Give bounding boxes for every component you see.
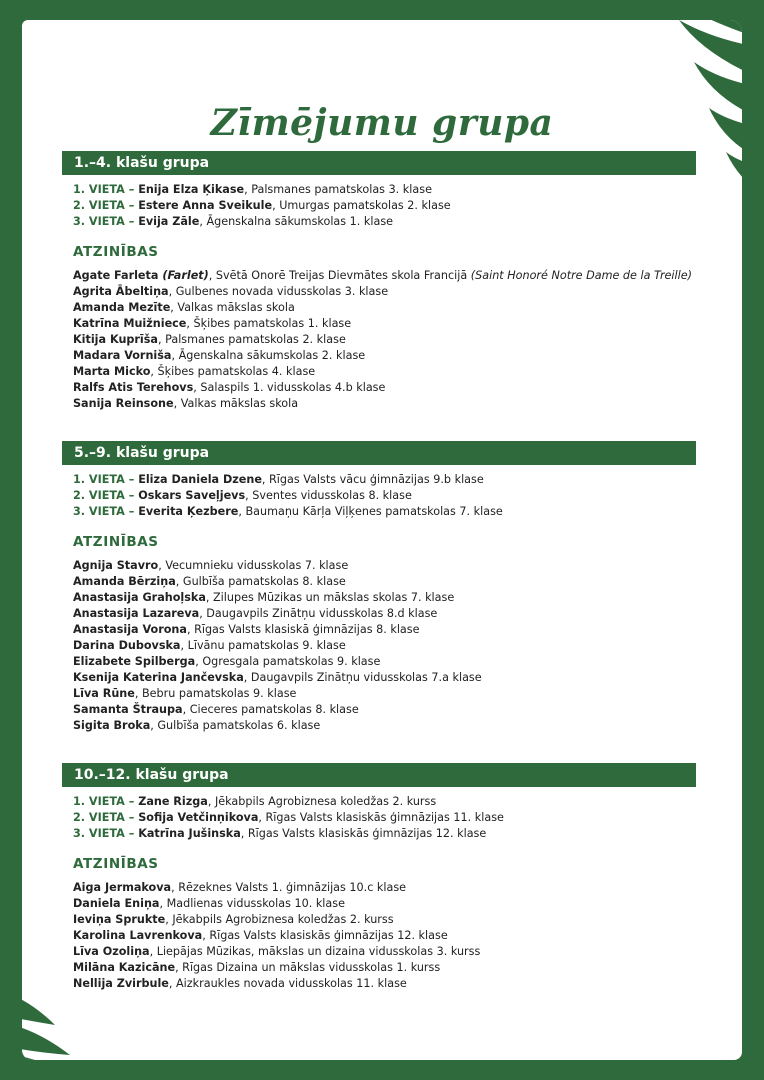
honoree-school: , Jēkabpils Agrobiznesa koledžas 2. kurss: [165, 913, 394, 926]
honoree-school: , Āgenskalna sākumskolas 2. klase: [171, 349, 366, 362]
honor-line: [73, 960, 713, 976]
honoree-name: Ksenija Katerina Jančevska: [73, 671, 244, 684]
honor-line: [73, 718, 713, 734]
winner-name: Everita Ķezbere: [138, 505, 239, 518]
honoree-name: Agate Farleta: [73, 269, 163, 282]
places-list: [73, 472, 713, 520]
place-line: 3. VIETA – Katrīna Jušinska, Rīgas Valsts klasiskās ģimnāzijas 12. klase: [73, 827, 487, 840]
honoree-name: Elizabete Spilberga: [73, 655, 196, 668]
honoree-school: , Ogresgala pamatskolas 9. klase: [195, 655, 381, 668]
honor-line: [73, 606, 713, 622]
section-header: 5.–9. klašu grupa: [62, 441, 696, 465]
winner-school: , Jēkabpils Agrobiznesa koledžas 2. kurss: [207, 795, 437, 808]
place-line: 2. VIETA – Estere Anna Sveikule, Umurgas pamatskolas 2. klase: [73, 199, 451, 212]
honoree-school: , Valkas mākslas skola: [173, 397, 299, 410]
honor-line: [73, 670, 713, 686]
honoree-school: , Salaspils 1. vidusskolas 4.b klase: [193, 381, 386, 394]
honoree-school: , Rīgas Dizaina un mākslas vidusskolas 1. kurss: [175, 961, 441, 974]
honoree-name: Katrīna Muižniece: [73, 317, 187, 330]
winner-name: Oskars Saveļjevs: [138, 489, 246, 502]
page-sheet: [22, 20, 742, 1060]
winner-name: Enija Elza Ķikase: [138, 183, 245, 196]
honoree-name: Ralfs Atis Terehovs: [73, 381, 194, 394]
place-label: 3. VIETA: [73, 827, 125, 840]
honoree-name: Karolina Lavrenkova: [73, 929, 203, 942]
honor-line: [73, 316, 713, 332]
honor-line: [73, 558, 713, 574]
honor-line: [73, 364, 713, 380]
place-line: 1. VIETA – Eliza Daniela Dzene, Rīgas Valsts vācu ģimnāzijas 9.b klase: [73, 473, 484, 486]
honoree-name: Daniela Eniņa: [73, 897, 160, 910]
honoree-name: Marta Micko: [73, 365, 151, 378]
honoree-name: Anastasija Vorona: [73, 623, 187, 636]
place-label: 2. VIETA: [73, 811, 125, 824]
honoree-school: , Gulbīša pamatskolas 8. klase: [175, 575, 346, 588]
honoree-school: , Rīgas Valsts klasiskās ģimnāzijas 12. klase: [202, 929, 448, 942]
honoree-name: Līva Ozoliņa: [73, 945, 150, 958]
honoree-school: , Rīgas Valsts klasiskā ģimnāzijas 8. klase: [186, 623, 420, 636]
honor-line: [73, 638, 713, 654]
honoree-school: , Gulbenes novada vidusskolas 3. klase: [168, 285, 389, 298]
honoree-name: Amanda Mezīte: [73, 301, 171, 314]
honoree-school: , Līvānu pamatskolas 9. klase: [180, 639, 346, 652]
winner-school: , Āgenskalna sākumskolas 1. klase: [199, 215, 394, 228]
place-label: 2. VIETA: [73, 489, 125, 502]
honoree-school: , Liepājas Mūzikas, mākslas un dizaina vidusskolas 3. kurss: [149, 945, 481, 958]
winner-school: , Sventes vidusskolas 8. klase: [245, 489, 412, 502]
honor-line: [73, 300, 713, 316]
honoree-school-original: (Saint Honoré Notre Dame de la Treille): [470, 269, 693, 282]
section-header: 1.–4. klašu grupa: [62, 151, 696, 175]
section-header: 10.–12. klašu grupa: [62, 763, 696, 787]
honor-line: [73, 380, 713, 396]
winner-name: Katrīna Jušinska: [138, 827, 241, 840]
honoree-name: Sigita Broka: [73, 719, 151, 732]
honoree-name: Madara Vorniša: [73, 349, 172, 362]
honoree-name: Darina Dubovska: [73, 639, 181, 652]
honoree-school: , Svētā Onorē Treijas Dievmātes skola Francijā: [208, 269, 471, 282]
winner-school: , Rīgas Valsts klasiskās ģimnāzijas 11. klase: [258, 811, 504, 824]
place-label: 1. VIETA: [73, 473, 125, 486]
honoree-name: Nellija Zvirbule: [73, 977, 169, 990]
honor-line: [73, 590, 713, 606]
honoree-name: Milāna Kazicāne: [73, 961, 176, 974]
honor-line: [73, 284, 713, 300]
winner-name: Zane Rizga: [138, 795, 208, 808]
honor-line: [73, 268, 713, 284]
honoree-school: , Gulbīša pamatskolas 6. klase: [150, 719, 321, 732]
honoree-name: Anastasija Lazareva: [73, 607, 200, 620]
place-line: 1. VIETA – Zane Rizga, Jēkabpils Agrobiznesa koledžas 2. kurss: [73, 795, 437, 808]
place-label: 1. VIETA: [73, 183, 125, 196]
honor-line: [73, 912, 713, 928]
honor-line: [73, 574, 713, 590]
winner-school: , Palsmanes pamatskolas 3. klase: [244, 183, 432, 196]
place-line: 3. VIETA – Evija Zāle, Āgenskalna sākumskolas 1. klase: [73, 215, 394, 228]
honor-line: [73, 348, 713, 364]
place-label: 3. VIETA: [73, 215, 125, 228]
honoree-school: , Šķibes pamatskolas 4. klase: [150, 365, 316, 378]
honors-heading: ATZINĪBAS: [73, 534, 159, 550]
places-list: [73, 794, 713, 842]
honors-list: [73, 268, 713, 412]
honoree-name-alt: (Farlet): [162, 269, 209, 282]
honoree-school: , Madlienas vidusskolas 10. klase: [159, 897, 345, 910]
honor-line: [73, 686, 713, 702]
honor-line: [73, 332, 713, 348]
honoree-name: Kitija Kuprīša: [73, 333, 158, 346]
honoree-school: , Rēzeknes Valsts 1. ģimnāzijas 10.c klase: [171, 881, 407, 894]
winner-name: Estere Anna Sveikule: [138, 199, 273, 212]
winner-name: Eliza Daniela Dzene: [138, 473, 262, 486]
honoree-name: Aiga Jermakova: [73, 881, 172, 894]
honor-line: [73, 396, 713, 412]
honors-heading: ATZINĪBAS: [73, 244, 159, 260]
place-line: 2. VIETA – Oskars Saveļjevs, Sventes vidusskolas 8. klase: [73, 489, 412, 502]
honors-heading: ATZINĪBAS: [73, 856, 159, 872]
place-label: 2. VIETA: [73, 199, 125, 212]
honoree-name: Sanija Reinsone: [73, 397, 174, 410]
honoree-school: , Cieceres pamatskolas 8. klase: [182, 703, 359, 716]
honor-line: [73, 654, 713, 670]
winner-school: , Rīgas Valsts vācu ģimnāzijas 9.b klase: [261, 473, 484, 486]
honor-line: [73, 880, 713, 896]
honoree-name: Agrita Ābeltiņa: [73, 285, 169, 298]
honor-line: [73, 944, 713, 960]
honoree-school: , Bebru pamatskolas 9. klase: [134, 687, 297, 700]
winner-name: Evija Zāle: [138, 215, 200, 228]
honoree-school: , Zilupes Mūzikas un mākslas skolas 7. klase: [205, 591, 455, 604]
honors-list: [73, 558, 713, 734]
winner-school: , Umurgas pamatskolas 2. klase: [272, 199, 451, 212]
place-line: 2. VIETA – Sofija Vetčinņikova, Rīgas Valsts klasiskās ģimnāzijas 11. klase: [73, 811, 504, 824]
honors-list: [73, 880, 713, 992]
winner-school: , Rīgas Valsts klasiskās ģimnāzijas 12. klase: [240, 827, 487, 840]
places-list: [73, 182, 713, 230]
honoree-school: , Vecumnieku vidusskolas 7. klase: [158, 559, 349, 572]
honoree-name: Samanta Štraupa: [73, 703, 183, 716]
honoree-name: Agnija Stavro: [73, 559, 159, 572]
honoree-school: , Daugavpils Zinātņu vidusskolas 7.a klase: [243, 671, 482, 684]
honoree-name: Amanda Bērziņa: [73, 575, 176, 588]
place-line: 1. VIETA – Enija Elza Ķikase, Palsmanes pamatskolas 3. klase: [73, 183, 432, 196]
winner-school: , Baumaņu Kārļa Viļķenes pamatskolas 7. klase: [238, 505, 503, 518]
honoree-name: Anastasija Grahoļska: [73, 591, 206, 604]
honor-line: [73, 976, 713, 992]
winner-name: Sofija Vetčinņikova: [138, 811, 259, 824]
honoree-school: , Valkas mākslas skola: [170, 301, 295, 314]
honor-line: [73, 928, 713, 944]
honoree-name: Ieviņa Sprukte: [73, 913, 166, 926]
honoree-name: Līva Rūne: [73, 687, 135, 700]
page-title: Zīmējumu grupa: [210, 102, 554, 144]
honoree-school: , Aizkraukles novada vidusskolas 11. klase: [168, 977, 407, 990]
place-line: 3. VIETA – Everita Ķezbere, Baumaņu Kārļa Viļķenes pamatskolas 7. klase: [73, 505, 503, 518]
honor-line: [73, 702, 713, 718]
place-label: 1. VIETA: [73, 795, 125, 808]
honoree-school: , Daugavpils Zinātņu vidusskolas 8.d klase: [199, 607, 438, 620]
honor-line: [73, 896, 713, 912]
honoree-school: , Šķibes pamatskolas 1. klase: [186, 317, 352, 330]
honoree-school: , Palsmanes pamatskolas 2. klase: [157, 333, 346, 346]
honor-line: [73, 622, 713, 638]
place-label: 3. VIETA: [73, 505, 125, 518]
